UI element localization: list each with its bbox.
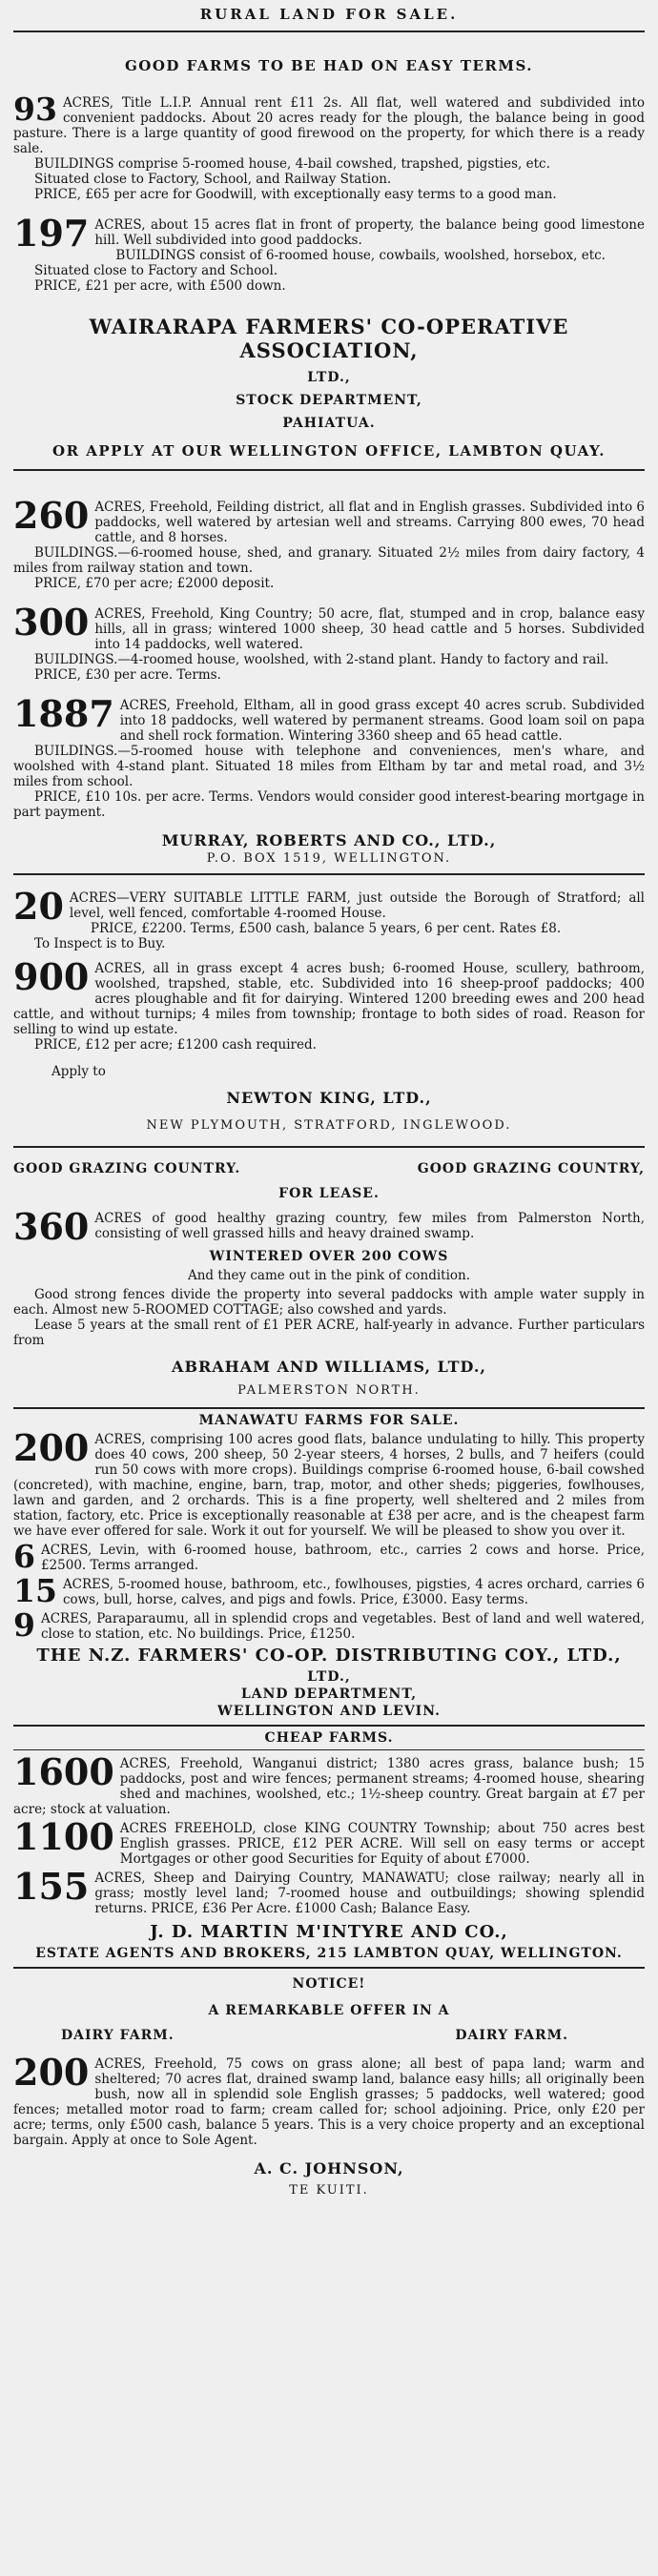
listing-price: PRICE, £21 per acre, with £500 down. — [34, 278, 286, 294]
header-rule — [13, 31, 645, 32]
agent-ltd: LTD., — [307, 1669, 351, 1685]
listing-text: ACRES, Freehold, Feilding district, all flat and in English grasses. Subdivided into 6 paddocks, well watered by artesian well and streams. Carrying 800 ewes, 70 head cattle, and 8 horses. — [94, 500, 645, 545]
listing-buildings: BUILDINGS comprise 5-roomed house, 4-bail cowshed, trapshed, pigsties, etc. — [34, 156, 550, 172]
ad-title: MANAWATU FARMS FOR SALE. — [198, 1413, 460, 1428]
listing-text: ACRES, all in grass except 4 acres bush; 6-roomed House, scullery, bathroom, woolshed, trapshed, stable, etc. Subdivided into 16 sheep-proof paddocks; 400 acres ploughable and fit for dairying. Wintered 1200 breeding ewes and 200 head cattle, and without turnips; 4 miles from township; frontage to both sides of road. Reason for selling to wind up estate. — [13, 961, 645, 1037]
section-rule — [13, 873, 645, 875]
listing-text: ACRES, Freehold, Wanganui district; 1380 acres grass, balance bush; 15 paddocks, post and wire fences; permanent streams; 4-roomed house, shearing shed and machines, woolshed, etc.; 1½-sheep country. Great bargain at £7 per acre; stock at valuation. — [13, 1756, 645, 1817]
listing — [13, 1865, 645, 1916]
acreage-number: 300 — [13, 601, 90, 644]
agent-address: PALMERSTON NORTH. — [237, 1383, 421, 1398]
agent-name: J. D. MARTIN M'INTYRE AND CO., — [150, 1922, 508, 1942]
agent-address: TE KUITI. — [289, 2183, 369, 2198]
agent-address: WELLINGTON AND LEVIN. — [216, 1704, 442, 1719]
page-header: RURAL LAND FOR SALE. — [199, 6, 459, 23]
acreage-number: 1887 — [13, 692, 114, 735]
agent-name: ABRAHAM AND WILLIAMS, LTD., — [172, 1358, 486, 1376]
section-rule — [13, 1725, 645, 1727]
listing — [13, 692, 645, 820]
listing — [13, 1205, 645, 1248]
ad-title: GOOD FARMS TO BE HAD ON EASY TERMS. — [124, 57, 534, 74]
listing-buildings: BUILDINGS.—6-roomed house, shed, and granary. Situated 2½ miles from dairy factory, 4 miles from railway station and town. — [13, 545, 645, 576]
acreage-number: 1600 — [13, 1750, 114, 1793]
ad-title: CHEAP FARMS. — [264, 1730, 394, 1746]
agent-address: ESTATE AGENTS AND BROKERS, 215 LAMBTON QUAY, WELLINGTON. — [35, 1946, 623, 1961]
heading-left: GOOD GRAZING COUNTRY. — [13, 1161, 241, 1176]
listing — [13, 1426, 645, 1539]
grazing-heading — [13, 1161, 645, 1176]
listing-buildings: BUILDINGS.—4-roomed house, woolshed, with 2-stand plant. Handy to factory and rail. — [34, 652, 609, 667]
listing-price: PRICE, £12 per acre; £1200 cash required. — [34, 1037, 317, 1053]
listing-text: ACRES, Freehold, 75 cows on grass alone; all best of papa land; warm and sheltered; 70 acres flat, drained swamp land, balance easy hills; all originally been bush, now all in splendid sole English grasses; 5 paddocks, well watered; good fences; metalled motor road to farm; cream called for; school adjoining. Price, only £20 per acre; terms, only £500 cash, balance 5 years. This is a very choice property and an exceptional bargain. Apply at once to Sole Agent. — [13, 2056, 645, 2148]
ad-martin-mintyre — [13, 1730, 645, 1961]
acreage-number: 360 — [13, 1205, 90, 1248]
agent-department: LAND DEPARTMENT, — [240, 1687, 418, 1702]
acreage-number: 15 — [13, 1572, 57, 1609]
listing — [13, 494, 645, 591]
section-rule — [13, 1146, 645, 1148]
acreage-number: 200 — [13, 1426, 90, 1469]
apply-to: Apply to — [51, 1064, 106, 1079]
listing — [13, 212, 645, 294]
lease-heading: FOR LEASE. — [278, 1186, 380, 1201]
listing-situation: Situated close to Factory and School. — [34, 263, 278, 278]
listing — [13, 1750, 645, 1817]
listing-text: ACRES, Title L.I.P. Annual rent £11 2s. All flat, well watered and subdivided into convenient paddocks. About 20 acres ready for the plough, the balance being in good pasture. There is a large quantity of good firewood on the property, for which there is a ready sale. — [13, 95, 645, 156]
listing — [13, 1538, 645, 1575]
notice-heading: NOTICE! — [292, 1976, 366, 1992]
listing-text: ACRES, Sheep and Dairying Country, MANAWATU; close railway; nearly all in grass; mostly level land; 7-roomed house and outbuildings; showing splendid returns. PRICE, £36 Per Acre. £1000 Cash; Balance Easy. — [94, 1871, 645, 1916]
listing-text: ACRES, 5-roomed house, bathroom, etc., fowlhouses, pigsties, 4 acres orchard, carries 6 cows, bull, horse, calves, and pigs and fowls. Price, £3000. Easy terms. — [62, 1577, 645, 1607]
listing-text: ACRES, Paraparaumu, all in splendid crops and vegetables. Best of land and well watered, close to station, etc. No buildings. Price, £1250. — [40, 1611, 645, 1642]
ad-wairarapa — [13, 57, 645, 460]
agent-department: STOCK DEPARTMENT, — [236, 393, 422, 408]
agent-name: WAIRARAPA FARMERS' CO-OPERATIVE ASSOCIATION, — [89, 315, 569, 362]
ad-johnson — [13, 1976, 645, 2198]
listing-fences: Good strong fences divide the property into several paddocks with ample water supply in each. Almost new 5-ROOMED COTTAGE; also cowshed and yards. — [13, 1287, 645, 1318]
agent-ltd: LTD., — [307, 370, 351, 385]
acreage-number: 200 — [13, 2051, 90, 2094]
acreage-number: 9 — [13, 1606, 35, 1644]
listing-price: PRICE, £30 per acre. Terms. — [34, 667, 221, 683]
acreage-number: 20 — [13, 885, 64, 928]
agent-address: P.O. BOX 1519, WELLINGTON. — [206, 851, 452, 866]
listing-text: ACRES—VERY SUITABLE LITTLE FARM, just outside the Borough of Stratford; all level, well fenced, comfortable 4-roomed House. — [69, 890, 645, 921]
ad-abraham-williams — [13, 1161, 645, 1398]
listing — [13, 885, 645, 951]
remarkable-offer: A REMARKABLE OFFER IN A — [208, 2003, 450, 2018]
acreage-number: 6 — [13, 1538, 35, 1575]
acreage-number: 93 — [13, 91, 57, 128]
agent-name: THE N.Z. FARMERS' CO-OP. DISTRIBUTING COY., LTD., — [36, 1646, 622, 1666]
agent-town: PAHIATUA. — [282, 416, 376, 431]
acreage-number: 155 — [13, 1865, 90, 1908]
listing-text: ACRES, about 15 acres flat in front of property, the balance being good limestone hill. Well subdivided into good paddocks. — [94, 217, 645, 248]
listing-price: PRICE, £70 per acre; £2000 deposit. — [34, 576, 275, 591]
listing-buildings: BUILDINGS consist of 6-roomed house, cowbails, woolshed, horsebox, etc. — [115, 248, 606, 263]
listing — [13, 601, 645, 683]
listing-buildings: BUILDINGS.—5-roomed house with telephone and conveniences, men's whare, and woolshed with 4-stand plant. Situated 18 miles from Eltham by tar and metal road, and 3½ miles from school. — [13, 744, 645, 789]
listing — [13, 1815, 645, 1867]
section-rule — [13, 1407, 645, 1409]
listing-situation: Situated close to Factory, School, and Railway Station. — [34, 172, 392, 187]
dairy-heading — [61, 2028, 568, 2043]
wintered-line: WINTERED OVER 200 COWS — [209, 1249, 449, 1264]
heading-right: GOOD GRAZING COUNTRY, — [417, 1161, 645, 1176]
listing — [13, 955, 645, 1053]
heading-right: DAIRY FARM. — [455, 2028, 568, 2043]
agent-name: MURRAY, ROBERTS AND CO., LTD., — [161, 831, 497, 849]
listing-price: PRICE, £2200. Terms, £500 cash, balance 5 years, 6 per cent. Rates £8. — [90, 921, 562, 936]
listing-lease-terms: Lease 5 years at the small rent of £1 PER ACRE, half-yearly in advance. Further particulars from — [13, 1318, 645, 1348]
section-rule — [13, 1967, 645, 1969]
acreage-number: 900 — [13, 955, 90, 998]
ad-murray-roberts — [13, 494, 645, 866]
agent-name: A. C. JOHNSON, — [254, 2159, 404, 2177]
heading-left: DAIRY FARM. — [61, 2028, 175, 2043]
acreage-number: 197 — [13, 212, 90, 255]
acreage-number: 1100 — [13, 1815, 114, 1858]
listing-price: PRICE, £65 per acre for Goodwill, with exceptionally easy terms to a good man. — [34, 187, 557, 202]
listing-price: PRICE, £10 10s. per acre. Terms. Vendors would consider good interest-bearing mortgage in part payment. — [13, 789, 645, 820]
listing-text: ACRES, comprising 100 acres good flats, balance undulating to hilly. This property does 40 cows, 200 sheep, 50 2-year steers, 4 horses, 2 bulls, and 7 heifers (could run 50 cows with more crops). Buildings comprise 6-roomed house, 6-bail cowshed (concreted), with machine, engine, barn, trap, motor, and other sheds; piggeries, fowlhouses, lawn and garden, and 2 orchards. This is a fine property, well sheltered and 2 miles from station, factory, etc. Price is exceptionally reasonable at £38 per acre, and is the cheapest farm we have ever offered for sale. Work it out for yourself. We will be pleased to show you over it. — [13, 1432, 645, 1539]
listing — [13, 2051, 645, 2148]
listing-text: ACRES, Freehold, Eltham, all in good grass except 40 acres scrub. Subdivided into 18 paddocks, well watered by permanent streams. Good loam soil on papa and shell rock formation. Wintering 3360 sheep and 65 head cattle. — [119, 698, 645, 744]
listing — [13, 1606, 645, 1644]
agent-name: NEWTON KING, LTD., — [226, 1089, 432, 1107]
listing-text: ACRES FREEHOLD, close KING COUNTRY Township; about 750 acres best English grasses. PRICE, £12 PER ACRE. Will sell on easy terms or accept Mortgages or other good Securities for Equity of about £7000. — [119, 1821, 645, 1867]
ad-newton-king — [13, 885, 645, 1133]
listing-text: ACRES, Freehold, King Country; 50 acre, flat, stumped and in crop, balance easy hills, all in grass; wintered 1000 sheep, 30 head cattle and 5 horses. Subdivided into 14 paddocks, well watered. — [94, 606, 645, 652]
section-rule — [13, 469, 645, 471]
listing-text: ACRES of good healthy grazing country, few miles from Palmerston North, consisting of well grassed hills and heavy drained swamp. — [94, 1211, 645, 1241]
listing — [13, 1572, 645, 1609]
listing — [13, 91, 645, 202]
acreage-number: 260 — [13, 494, 90, 537]
apply-line: OR APPLY AT OUR WELLINGTON OFFICE, LAMBTON QUAY. — [52, 442, 606, 460]
listing-text: ACRES, Levin, with 6-roomed house, bathroom, etc., carries 2 cows and horse. Price, £2500. Terms arranged. — [40, 1543, 645, 1573]
agent-address: NEW PLYMOUTH, STRATFORD, INGLEWOOD. — [146, 1118, 512, 1133]
ad-nz-farmers — [13, 1413, 645, 1719]
condition-line: And they came out in the pink of condition. — [187, 1268, 471, 1283]
listing-note: To Inspect is to Buy. — [34, 936, 166, 951]
